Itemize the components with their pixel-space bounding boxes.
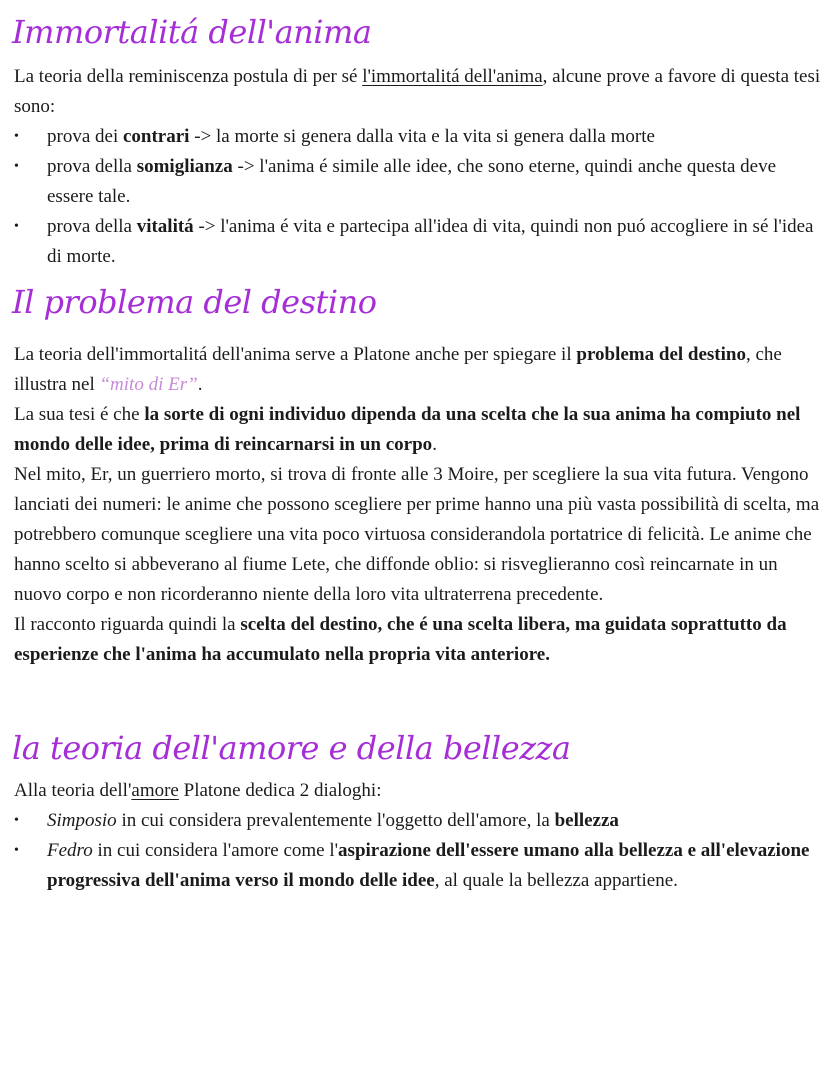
intro-text: La teoria della reminiscenza postula di per sé [14,66,363,87]
section-destino-body [14,340,822,670]
underlined-term: amore [131,780,179,801]
proofs-list [14,122,822,272]
intro-text-end: , alcune prove a favore di questa tesi sono: [14,66,821,117]
dialogues-list [14,806,822,896]
list-item: • prova della vitalitá -> l'anima é vita e partecipa all'idea di vita, quindi non puó accogliere in sé l'idea di morte. [14,212,822,272]
underlined-term: l'immortalitá dell'anima [362,66,543,87]
intro-paragraph [14,62,822,122]
section-immortalita-body [14,62,822,272]
section-amore-body [14,776,822,896]
myth-reference: “mito di Er” [99,374,198,395]
paragraph: La teoria dell'immortalitá dell'anima serve a Platone anche per spiegare il problema del destino, che illustra nel “mito di Er”. [14,344,782,395]
list-item: • prova della somiglianza -> l'anima é simile alle idee, che sono eterne, quindi anche questa deve essere tale. [14,152,822,212]
list-item: • prova dei contrari -> la morte si genera dalla vita e la vita si genera dalla morte [14,122,822,152]
section-title-destino: Il problema del destino [12,283,377,321]
intro-paragraph: Alla teoria dell'amore Platone dedica 2 dialoghi: [14,780,382,801]
list-item: • Fedro in cui considera l'amore come l'aspirazione dell'essere umano alla bellezza e all'elevazione progressiva dell'anima verso il mondo delle idee, al quale la bellezza appartiene. [14,836,822,896]
paragraph: Il racconto riguarda quindi la scelta del destino, che é una scelta libera, ma guidata soprattutto da esperienze che l'anima ha accumulato nella propria vita anteriore. [14,614,787,665]
section-title-immortalita: Immortalitá dell'anima [12,13,372,51]
section-title-amore: la teoria dell'amore e della bellezza [12,729,571,767]
dialogue-title: Fedro [47,840,93,861]
dialogue-title: Simposio [47,810,117,831]
paragraph: Nel mito, Er, un guerriero morto, si trova di fronte alle 3 Moire, per scegliere la sua vita futura. Vengono lanciati dei numeri: le anime che possono scegliere per prime hanno una più vasta possibilità di scelta, ma potrebbero comunque scegliere una vita poco virtuosa considerandola portatrice di felicità. Le anime che hanno scelto si abbeverano al fiume Lete, che diffonde oblio: si risveglieranno così reincarnate in un nuovo corpo e non ricorderanno niente della loro vita ultraterrena precedente. [14,464,820,605]
paragraph: La sua tesi é che la sorte di ogni individuo dipenda da una scelta che la sua anima ha compiuto nel mondo delle idee, prima di reincarnarsi in un corpo. [14,404,801,455]
list-item: • Simposio in cui considera prevalentemente l'oggetto dell'amore, la bellezza [14,806,822,836]
